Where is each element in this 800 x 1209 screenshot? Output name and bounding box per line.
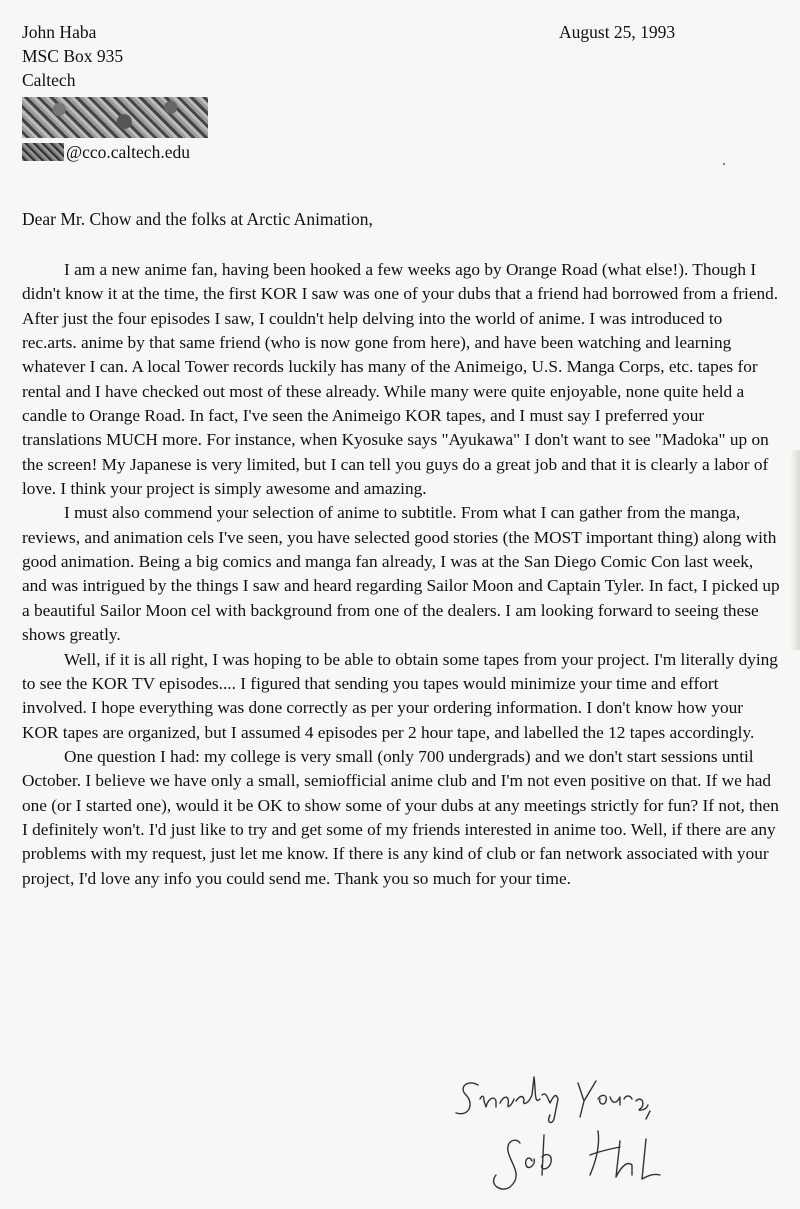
- sender-name: John Haba: [22, 22, 97, 42]
- paragraph-4: One question I had: my college is very small (only 700 undergrads) and we don't start sessions until October. I believe we have only a small, semiofficial anime club and I'm not even positive on that. If we had one (or I started one), would it be OK to show some of your dubs at any meetings strictly for fun? If not, then I definitely won't. I'd just like to try and get some of my friends interested in anime too. Well, if there are any problems with my request, just let me know. If there is any kind of club or fan network associated with your project, I'd love any info you could send me. Thank you so much for your time.: [22, 746, 779, 888]
- sender-email: [22, 140, 190, 164]
- letter-date: August 25, 1993: [559, 22, 676, 42]
- sender-box: MSC Box 935: [22, 46, 124, 66]
- paragraph-2: I must also commend your selection of anime to subtitle. From what I can gather from the manga, reviews, and animation cels I've seen, you have selected good stories (the MOST important thing) along with good animation. Being a big comics and manga fan already, I was at the San Diego Comic Con last week, and was intrigued by the things I saw and heard regarding Sailor Moon and Captain Tyler. In fact, I picked up a beautiful Sailor Moon cel with background from one of the dealers. I am looking forward to seeing these shows greatly.: [22, 503, 780, 645]
- redacted-phone-block: [22, 97, 208, 138]
- handwritten-signature: [450, 1065, 680, 1195]
- sender-address: [22, 20, 123, 92]
- paragraph-3: Well, if it is all right, I was hoping to be able to obtain some tapes from your project. I'm literally dying to see the KOR TV episodes.... I figured that sending you tapes would minimize your time and effort involved. I hope everything was done correctly as per your ordering information. I don't know how your KOR tapes are organized, but I assumed 4 episodes per 2 hour tape, and labelled the 12 tapes accordingly.: [22, 649, 778, 742]
- redacted-email-user: [22, 143, 64, 161]
- email-domain: @cco.caltech.edu: [66, 142, 190, 162]
- paper-edge-shadow: [790, 450, 800, 650]
- salutation: Dear Mr. Chow and the folks at Arctic Animation,: [22, 209, 373, 229]
- sender-institution: Caltech: [22, 70, 76, 90]
- paper-speck: [720, 160, 728, 168]
- letter-body: [22, 258, 780, 891]
- paragraph-1: I am a new anime fan, having been hooked a few weeks ago by Orange Road (what else!). Though I didn't know it at the time, the first KOR I saw was one of your dubs that a friend had borrowed from a friend. After just the four episodes I saw, I couldn't help delving into the world of anime. I was introduced to rec.arts. anime by that same friend (who is now gone from here), and have been watching and learning whatever I can. A local Tower records luckily has many of the Animeigo, U.S. Manga Corps, etc. tapes for rental and I have checked out most of these already. While many were quite enjoyable, none quite held a candle to Orange Road. In fact, I've seen the Animeigo KOR tapes, and I must say I preferred your translations MUCH more. For instance, when Kyosuke says "Ayukawa" I don't want to see "Madoka" up on the screen! My Japanese is very limited, but I can tell you guys do a great job and that it is clearly a labor of love. I think your project is simply awesome and amazing.: [22, 260, 779, 499]
